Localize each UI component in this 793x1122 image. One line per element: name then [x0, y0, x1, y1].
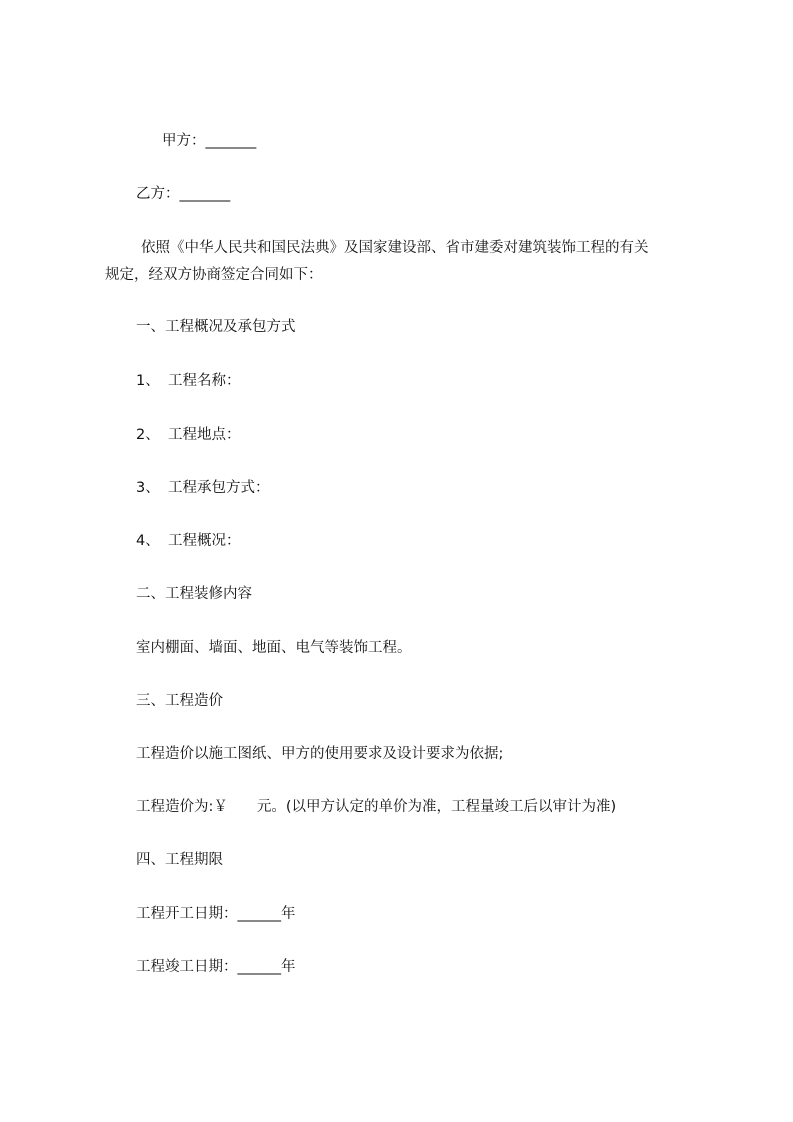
section-heading-4: 四、工程期限 [136, 852, 223, 868]
intro-paragraph-line1: 依照《中华人民共和国民法典》及国家建设部、省市建委对建筑装饰工程的有关 [141, 240, 649, 256]
section-heading-3: 三、工程造价 [136, 693, 223, 709]
start-date-line: 工程开工日期：______年 [136, 906, 296, 922]
list-item-number: 3、 [136, 480, 160, 496]
end-date-line: 工程竣工日期：______年 [136, 959, 296, 975]
party-b-line: 乙方：_______ [136, 186, 231, 202]
list-item-text: 工程概况： [168, 533, 241, 549]
section-3-body-basis: 工程造价以施工图纸、甲方的使用要求及设计要求为依据; [136, 746, 504, 762]
list-item-number: 2、 [136, 427, 160, 443]
list-item [136, 428, 241, 443]
section-3-body-price: 工程造价为:￥ 元。(以甲方认定的单价为准，工程量竣工后以审计为准) [136, 799, 617, 815]
party-a-line: 甲方：_______ [162, 133, 257, 149]
list-item-number: 4、 [136, 533, 160, 549]
intro-paragraph-line2: 规定，经双方协商签定合同如下： [105, 267, 323, 283]
list-item-text: 工程承包方式： [168, 480, 270, 496]
list-item [136, 374, 241, 389]
list-item-text: 工程名称： [168, 373, 241, 389]
list-item-number: 1、 [136, 373, 160, 389]
section-heading-1: 一、工程概况及承包方式 [136, 319, 296, 335]
list-item [136, 534, 241, 549]
section-2-body: 室内棚面、墙面、地面、电气等装饰工程。 [136, 640, 412, 656]
section-heading-2: 二、工程装修内容 [136, 586, 252, 602]
list-item [136, 481, 270, 496]
list-item-text: 工程地点： [168, 427, 241, 443]
